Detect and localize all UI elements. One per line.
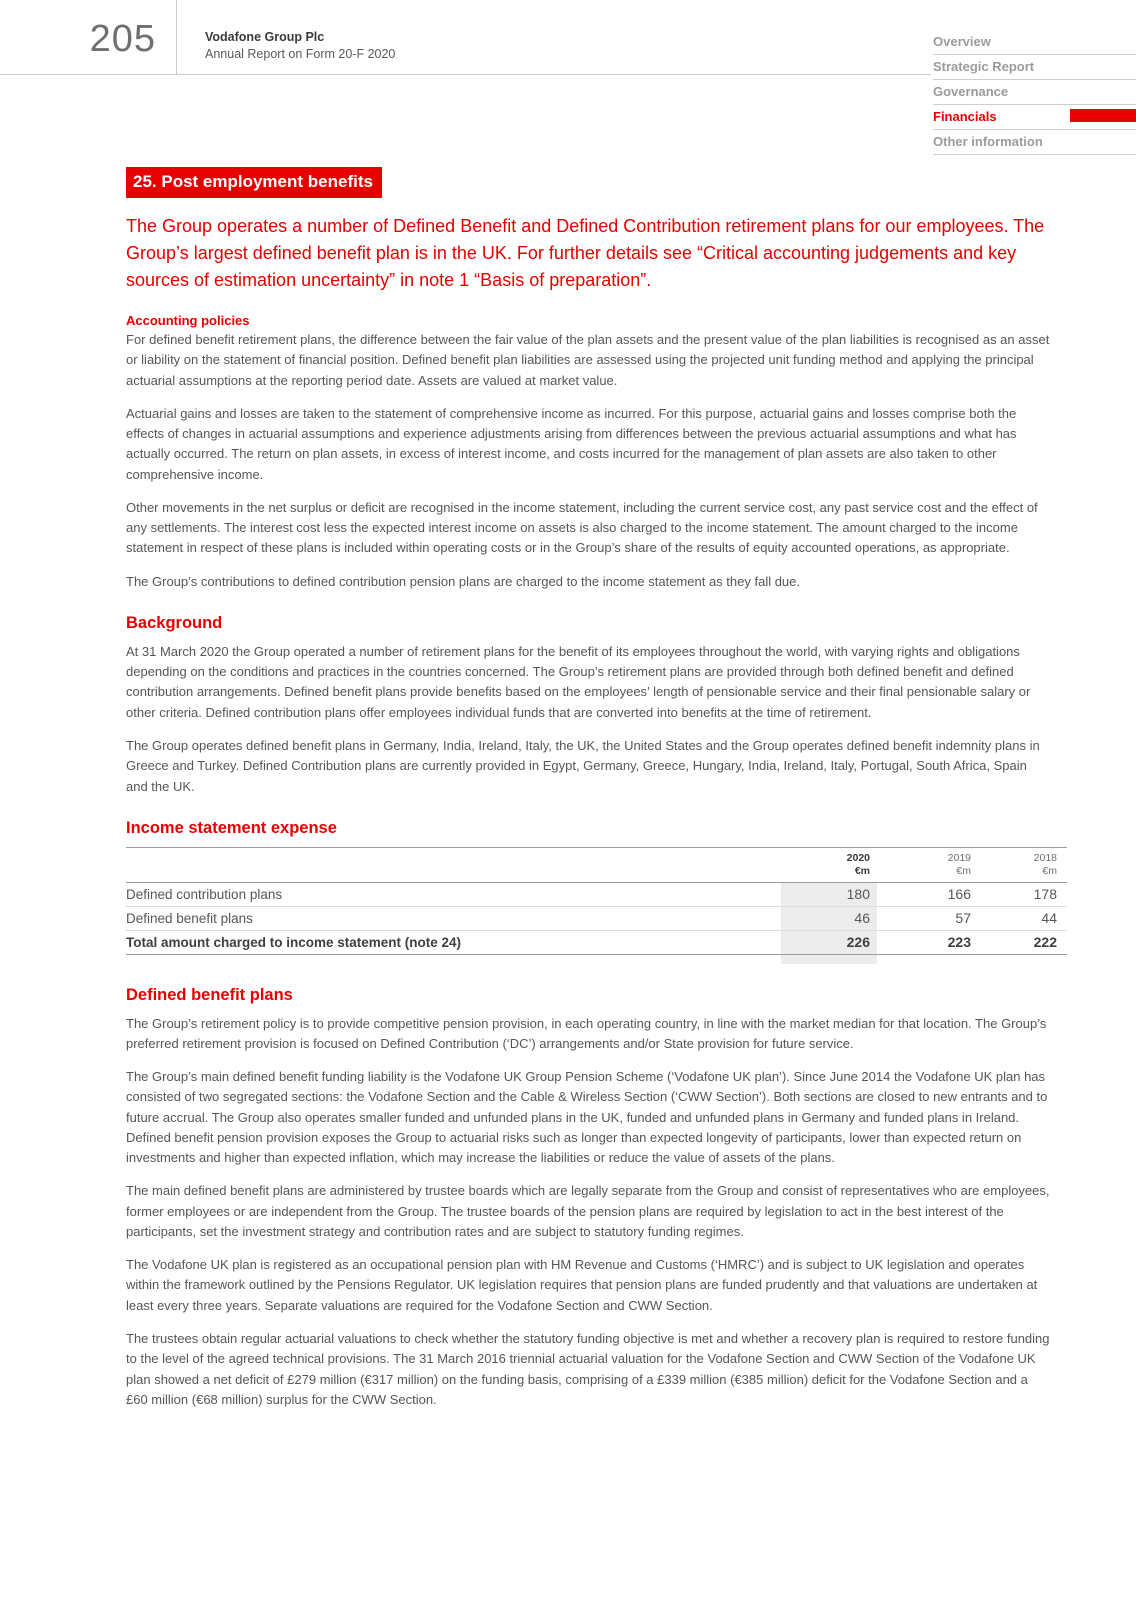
defined-benefit-plans-paragraph: The Group’s retirement policy is to provide competitive pension provision, in each operating country, in line with the market median for that location. The Group’s preferred retirement provision is focused on Defined Contribution (‘DC’) arrangements and/or State provision for future service. [126, 1015, 1047, 1051]
company-name: Vodafone Group Plc [205, 30, 325, 44]
defined-benefit-plans-paragraph: The main defined benefit plans are administered by trustee boards which are legally separate from the Group and consist of representatives who are employees, former employees or are independent from the Group. The trustee boards of the pension plans are required by legislation to act in the best interest of the participants, set the investment strategy and contribution rates and are subject to statutory funding regimes. [126, 1183, 1050, 1239]
row-label: Defined benefit plans [126, 907, 781, 931]
value-2019: 166 [877, 883, 971, 907]
value-2020: 226 [781, 931, 877, 955]
accounting-policies-paragraph: Other movements in the net surplus or deficit are recognised in the income statement, including the current service cost, any past service cost and the effect of any settlements. The interest cost less the expected interest income on assets is also charged to the income statement. The amount charged to the income statement in respect of these plans is included within operating costs or in the Group’s share of the results of equity accounted operations, as appropriate. [126, 499, 1038, 556]
nav-item-strategic-report[interactable]: Strategic Report [933, 55, 1136, 80]
table-row [126, 883, 1067, 907]
page-number: 205 [89, 18, 156, 60]
background-paragraph: The Group operates defined benefit plans in Germany, India, Ireland, Italy, the UK, the United States and the Group operates defined benefit indemnity plans in Greece and Turkey. Defined Contribution plans are currently provided in Egypt, Germany, Greece, Hungary, India, Ireland, Italy, Portugal, South Africa, Spain and the UK. [126, 737, 1040, 794]
accounting-policies-paragraph: The Group’s contributions to defined contribution pension plans are charged to the income statement as they fall due. [126, 573, 801, 589]
page-header [0, 0, 1136, 149]
note-intro: The Group operates a number of Defined Benefit and Defined Contribution retirement plans for our employees. The Group’s largest defined benefit plan is in the UK. For further details see “Critical accounting judgements and key sources of estimation uncertainty” in note 1 “Basis of preparation”. [126, 216, 1045, 290]
row-label: Total amount charged to income statement (note 24) [126, 931, 781, 955]
defined-benefit-plans-paragraph: The Vodafone UK plan is registered as an occupational pension plan with HM Revenue and Customs (‘HMRC’) and is subject to UK legislation and operates within the framework outlined by the Pensions Regulator. UK legislation requires that pension plans are funded prudently and that valuations are undertaken at least every three years. Separate valuations are required for the Vodafone Section and CWW Section. [126, 1257, 1038, 1313]
value-2019: 57 [877, 907, 971, 931]
income-statement-expense-heading: Income statement expense [126, 818, 337, 837]
value-2020: 46 [781, 907, 877, 931]
value-2020: 180 [781, 883, 877, 907]
table-row [126, 907, 1067, 931]
report-title: Annual Report on Form 20-F 2020 [205, 46, 396, 61]
defined-benefit-plans-heading: Defined benefit plans [126, 985, 293, 1004]
nav-item-other-information[interactable]: Other information [933, 130, 1136, 155]
header-vertical-divider [176, 0, 177, 75]
value-2018: 178 [971, 883, 1067, 907]
table-header-empty [126, 847, 781, 882]
active-section-marker [1070, 109, 1136, 122]
note-25-content [126, 75, 1067, 1410]
nav-item-overview[interactable]: Overview [933, 30, 1136, 55]
value-2019: 223 [877, 931, 971, 955]
row-label: Defined contribution plans [126, 883, 781, 907]
value-2018: 222 [971, 931, 1067, 955]
nav-item-financials-label: Financials [933, 109, 997, 124]
accounting-policies-paragraph: For defined benefit retirement plans, the difference between the fair value of the plan assets and the present value of the plan liabilities is recognised as an asset or liability on the statement of financial position. Defined benefit plan liabilities are assessed using the projected unit funding method and applying the principal actuarial assumptions at the reporting period date. Assets are valued at market value. [126, 332, 1050, 388]
defined-benefit-plans-paragraph: The Group’s main defined benefit funding liability is the Vodafone UK Group Pension Scheme (‘Vodafone UK plan’). Since June 2014 the Vodafone UK plan has consisted of two segregated sections: the Vodafone Section and the Cable & Wireless Section (‘CWW Section’). Both sections are closed to new entrants and to future accrual. The Group also operates smaller funded and unfunded plans in the UK, funded and unfunded plans in Germany and funded plans in Ireland. Defined benefit pension provision exposes the Group to actuarial risks such as longer than expected longevity of participants, lower than expected return on investments and higher than expected inflation, which may increase the liabilities or reduce the value of assets of the plans. [126, 1069, 1048, 1166]
accounting-policies-paragraph: Actuarial gains and losses are taken to the statement of comprehensive income as incurred. For this purpose, actuarial gains and losses comprise both the effects of changes in actuarial assumptions and experience adjustments arising from differences between the previous actuarial assumptions and what has actually occurred. The return on plan assets, in excess of interest income, and costs incurred for the management of plan assets are also taken to other comprehensive income. [126, 405, 1017, 482]
table-header-row [126, 847, 1067, 882]
table-header-2018: 2018 €m [971, 847, 1067, 882]
defined-benefit-plans-paragraph: The trustees obtain regular actuarial valuations to check whether the statutory funding objective is met and whether a recovery plan is required to restore funding to the level of the agreed technical provisions. The 31 March 2016 triennial actuarial valuation for the Vodafone Section and CWW Section of the Vodafone UK plan showed a net deficit of £279 million (€317 million) on the funding basis, comprising of a £339 million (€385 million) deficit for the Vodafone Section and a £60 million (€68 million) surplus for the CWW Section. [126, 1331, 1050, 1407]
background-paragraph: At 31 March 2020 the Group operated a number of retirement plans for the benefit of its employees throughout the world, with varying rights and obligations depending on the conditions and practices in the countries concerned. The Group’s retirement plans are provided through both defined benefit and defined contribution arrangements. Defined benefit plans provide benefits based on the employees’ length of pensionable service and their final pensionable salary or other criteria. Defined contribution plans offer employees individual funds that are converted into benefits at the time of retirement. [126, 643, 1031, 720]
table-header-2020: 2020 €m [781, 847, 877, 882]
background-heading: Background [126, 613, 223, 632]
nav-item-governance[interactable]: Governance [933, 80, 1136, 105]
income-statement-expense-table [126, 847, 1067, 964]
table-total-row [126, 931, 1067, 955]
value-2018: 44 [971, 907, 1067, 931]
header-title-block [205, 29, 395, 63]
table-header-2019: 2019 €m [877, 847, 971, 882]
accounting-policies-heading: Accounting policies [126, 313, 250, 328]
shaded-column-stub [126, 955, 1067, 964]
note-title-badge: 25. Post employment benefits [126, 167, 382, 198]
